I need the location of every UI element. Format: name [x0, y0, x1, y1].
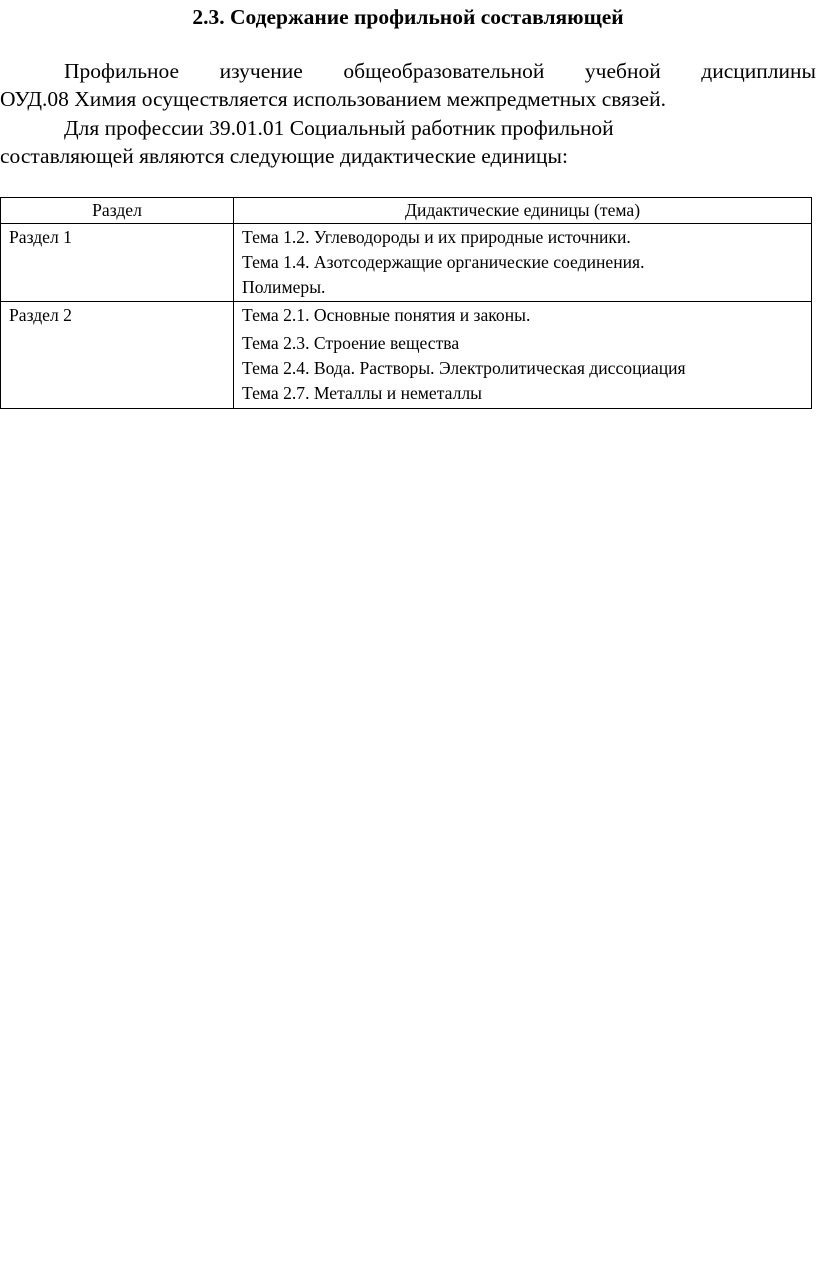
profession-paragraph-line-2: составляющей являются следующие дидактические единицы: — [0, 144, 568, 168]
table-row — [1, 224, 812, 302]
table-row — [1, 302, 812, 409]
intro-paragraph-line-1 — [0, 57, 816, 85]
unit-item: Тема 1.2. Углеводороды и их природные источники. — [242, 227, 631, 247]
didactic-units-table — [0, 197, 812, 409]
word: учебной — [584, 59, 661, 83]
table-header-row — [1, 198, 812, 224]
word: изучение — [219, 59, 303, 83]
profession-paragraph-line-1: Для профессии 39.01.01 Социальный работник профильной — [64, 116, 614, 140]
intro-paragraph-line-2: ОУД.08 Химия осуществляется использованием межпредметных связей. — [0, 87, 666, 111]
unit-item: Тема 2.7. Металлы и неметаллы — [242, 383, 482, 403]
word: дисциплины — [701, 59, 816, 83]
unit-item: Тема 2.4. Вода. Растворы. Электролитическая диссоциация — [242, 358, 686, 378]
section-heading: 2.3. Содержание профильной составляющей — [192, 5, 624, 29]
unit-item: Полимеры. — [242, 277, 326, 297]
word: общеобразовательной — [343, 59, 545, 83]
profession-paragraph — [0, 114, 816, 170]
section-cell: Раздел 1 — [1, 224, 234, 302]
header-didactic-units: Дидактические единицы (тема) — [234, 198, 812, 224]
unit-item: Тема 1.4. Азотсодержащие органические соединения. — [242, 252, 645, 272]
unit-item: Тема 2.3. Строение вещества — [242, 333, 460, 353]
units-cell — [234, 224, 812, 302]
section-cell: Раздел 2 — [1, 302, 234, 409]
header-section: Раздел — [1, 198, 234, 224]
word: Профильное — [64, 59, 180, 83]
intro-paragraph — [0, 57, 816, 113]
unit-item: Тема 2.1. Основные понятия и законы. — [242, 305, 531, 325]
units-cell — [234, 302, 812, 409]
